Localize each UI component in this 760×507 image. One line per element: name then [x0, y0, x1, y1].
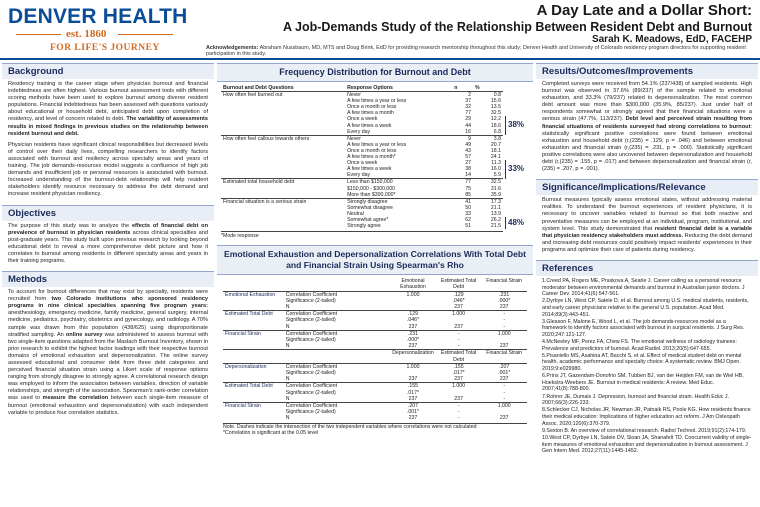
corr-value: -	[503, 311, 506, 318]
freq-response: Once a week	[347, 160, 378, 167]
reference-item: 9.Sexton B. An overview of correlational research. Radiol Technol. 2019;91(2):174-179.	[542, 427, 747, 434]
frequency-table	[221, 85, 503, 229]
corr-note-1: Note. Dashes indicate the intersection of the two independent variables where correlations were not calculated	[223, 423, 477, 430]
freq-n: 57	[465, 154, 472, 161]
freq-response: Every day	[347, 172, 371, 179]
background-body	[2, 79, 214, 201]
freq-bracket-percent: 48%	[505, 217, 524, 229]
corr-value: -	[503, 317, 506, 324]
frequency-row	[221, 129, 503, 136]
background-p1: Residency training is the career stage when physician burnout and financial indebtedness are often highest. Various burnout assessment tools with different scoring methods have been used to explore burnout among diverse resident populations. Financial indebtedness has been assessed with questions variously about educational or household debt, anticipated debt upon completion of residency, and level of concern related to debt.	[8, 81, 208, 123]
corr-mid-header-1: Depersonalization	[392, 350, 434, 357]
freq-n: 16	[465, 128, 472, 135]
corr-stat-label: Significance (2-tailed)	[285, 297, 336, 304]
freq-question	[221, 223, 345, 229]
objectives-text-a: The purpose of this study was to analyze the	[8, 222, 130, 229]
corr-value: .231	[499, 291, 510, 298]
corr-row	[223, 291, 527, 298]
corr-value: .001*	[498, 370, 511, 376]
corr-value: .231	[407, 330, 419, 337]
corr-mid-header-2: Estimated Total Debt	[440, 350, 477, 363]
corr-value: -	[457, 343, 460, 350]
reference-item: 7.Rohrer JE, Dumais J. Depression, burnout and financial strain. Health Educ J. 2007;66(3):226-233.	[542, 393, 729, 407]
frequency-row	[221, 179, 503, 186]
corr-stat-label: Significance (2-tailed)	[285, 409, 336, 416]
freq-n: 77	[452, 179, 473, 186]
freq-percent: 24.1	[490, 154, 501, 161]
corr-row	[223, 383, 527, 390]
references-list	[536, 276, 758, 457]
corr-variable: Emotional Exhaustion	[225, 291, 276, 298]
freq-percent: 32.5	[490, 110, 501, 117]
corr-value: .207	[407, 403, 419, 410]
corr-value: 1.000	[497, 330, 511, 337]
corr-top-header-3: Financial Strain	[486, 278, 523, 285]
freq-percent: 5.9	[493, 172, 501, 179]
methods-text-d: between each single-item measure of burnout (emotional exhaustion and depersonalization) with each independent variable to produce four correlation statistics.	[8, 395, 208, 416]
freq-n: 33	[465, 210, 472, 217]
left-column	[2, 63, 214, 505]
freq-percent: 15.6	[490, 98, 501, 105]
denver-health-logo	[8, 5, 196, 61]
corr-variable	[223, 376, 284, 383]
corr-value: 237	[408, 323, 418, 330]
corr-variable	[223, 415, 284, 421]
corr-value: .017*	[406, 389, 420, 396]
freq-percent: 20.7	[490, 141, 501, 148]
freq-question: How often feel burned out	[223, 92, 283, 99]
corr-value: 237	[499, 343, 509, 350]
center-column	[217, 63, 533, 505]
freq-response: $150,000 - $300,000	[347, 185, 395, 192]
freq-n: 41	[452, 198, 473, 205]
freq-percent: 21.1	[490, 204, 501, 211]
references-heading: References	[536, 260, 758, 276]
freq-response: Somewhat agree*	[347, 216, 389, 223]
reference-item: 5.Pisaniello MS, Asahina AT, Bacchi S, et al. Effect of medical student debt on mental health, academic performance and specialty choice: A systematic review. BMJ Open. 2019;9:e029980.	[542, 352, 742, 373]
corr-value: 237	[454, 303, 463, 310]
reference-item: 8.Schlecker CJ, Nicholas JR, Newman JR, Patnaik RS, Poole KG. How residents finance their medical education: Implications of higher education act reform. J Am Osteopath Assoc. 2020;120(6):370-379.	[542, 407, 751, 427]
objectives-text-bold: effects of financial debt on prevalence of burnout in physician residents	[8, 222, 208, 236]
corr-stat-label: N	[285, 343, 290, 350]
frequency-row	[221, 92, 503, 99]
freq-percent: 18.6	[490, 122, 501, 129]
frequency-row	[221, 198, 503, 205]
corr-value: 237	[499, 415, 509, 422]
corr-value: .046*	[406, 317, 420, 324]
corr-row	[223, 403, 527, 410]
corr-value: .046*	[452, 297, 465, 304]
freq-response: Never	[345, 135, 452, 142]
freq-question	[221, 172, 345, 179]
freq-response: Less than $150,000	[345, 179, 452, 186]
corr-note-2: *Correlation is significant at the 0.05 level	[223, 429, 319, 436]
significance-heading: Significance/Implications/Relevance	[536, 179, 758, 195]
freq-n: 29	[465, 116, 472, 123]
objectives-text-b: across clinical specialties and post-graduate years. This study built upon previous research by looking beyond educational debt to reveal a more comprehensive debt picture and how it correlates to burnout among residents in different specialty areas and years in their training programs.	[8, 229, 208, 264]
freq-response: A few times a month	[347, 110, 394, 117]
freq-header-n: n	[452, 85, 473, 92]
corr-row	[223, 304, 527, 311]
header-divider	[0, 58, 760, 60]
freq-response: More than $300,000*	[347, 191, 396, 198]
corr-variable	[223, 324, 284, 331]
freq-header-response: Response Options	[345, 85, 452, 92]
methods-bold-1: two Colorado institutions who sponsored residency programs in nine clinical specialties spanning five program years:	[8, 296, 208, 310]
logo-rule-right	[118, 34, 173, 35]
logo-tagline: FOR LIFE'S JOURNEY	[50, 43, 160, 53]
freq-n: 49	[465, 141, 472, 148]
corr-row	[223, 324, 527, 331]
freq-percent: 11.3	[491, 160, 501, 167]
background-heading: Background	[2, 63, 214, 79]
corr-top-header-row	[223, 278, 527, 291]
corr-stat-label: N	[285, 395, 290, 402]
methods-bold-2: online survey	[65, 331, 103, 338]
freq-response: A few times a year or less	[347, 141, 407, 148]
corr-row	[223, 330, 527, 337]
corr-stat-label: N	[285, 415, 290, 422]
freq-percent: 21.5	[490, 223, 501, 230]
background-p1-bold: The variability of assessments results in mixed findings in previous studies on the relationship between resident burnout and debt.	[8, 116, 208, 137]
corr-value: -	[457, 330, 460, 337]
freq-percent: 16.0	[490, 166, 501, 173]
corr-row	[223, 363, 527, 370]
freq-n: 50	[465, 204, 472, 211]
freq-n: 62	[465, 216, 472, 223]
results-text-a: Completed surveys were received from 54.1% (237/438) of sampled residents. High burnout was observed in 37.6% (89/237) of the sample related to emotional exhaustion, and 33.3% (79/237) related to depersonalization. The most common debt amount was more than $300,000 (35.9%, 85/237). Just under half of respondents somewhat or strongly agreed that their financial situations were a serious strain (47.7%, 113/237).	[542, 81, 752, 123]
corr-stat-label: Correlation Coefficient	[285, 291, 338, 298]
significance-body	[536, 195, 758, 256]
freq-response: Once a month or less	[347, 147, 397, 154]
corr-stat-label: Significance (2-tailed)	[285, 317, 336, 324]
correlation-table	[223, 278, 527, 421]
methods-body	[2, 287, 214, 419]
corr-variable: Financial Strain	[225, 403, 261, 410]
corr-row	[223, 311, 527, 318]
freq-percent: 13.9	[490, 210, 501, 217]
corr-value: .207	[499, 363, 510, 370]
corr-stat-label: Correlation Coefficient	[285, 311, 338, 318]
title-line-2: A Job-Demands Study of the Relationship Between Resident Debt and Burnout	[282, 20, 752, 34]
freq-percent: 31.6	[490, 185, 501, 192]
freq-response: Neutral	[347, 210, 364, 217]
corr-value: -	[503, 389, 506, 396]
significance-text-a: Burnout measures typically assess emotional states, without addressing material realities. To understand the burnout experiences of resident physicians, it is necessary to uncover variables related to burnout so that both reactive and preventative measures can be employed at an individual, program, institutional, and system level. This study demonstrated that	[542, 197, 752, 232]
freq-n: 43	[465, 147, 472, 154]
corr-stat-label: Correlation Coefficient	[285, 330, 338, 337]
corr-variable	[223, 343, 284, 350]
reference-item: 3.Gleason F, Malone E, Wood L, et al. The job demands-resources model as a framework to identify factors associated with burnout in surgical residents. J Surg Res. 2020;247:121-127.	[542, 318, 745, 338]
corr-stat-label: N	[285, 303, 290, 310]
corr-stat-label: Correlation Coefficient	[285, 383, 338, 390]
corr-variable	[223, 304, 284, 311]
corr-stat-label: N	[285, 376, 290, 383]
frequency-row	[221, 223, 503, 229]
freq-percent: 32.5	[473, 179, 503, 186]
corr-value: -	[457, 409, 460, 416]
results-body	[536, 79, 758, 175]
correlation-table-wrap	[217, 275, 533, 439]
freq-response: A few times a week	[347, 166, 392, 173]
corr-row	[223, 376, 527, 383]
frequency-row	[221, 192, 503, 199]
corr-value: 237	[408, 415, 418, 422]
freq-percent: 12.2	[490, 116, 501, 123]
corr-stat-label: N	[285, 323, 290, 330]
freq-percent: 26.2	[490, 216, 501, 223]
freq-percent: 13.5	[490, 104, 501, 111]
corr-value: -	[503, 383, 506, 390]
reference-item: 6.Prins JT, Gazendam-Donofrio SM, Tubben BJ, van der Heijden FM, van de Wiel HB, Hoekstra-Weebers JE. Burnout in medical residents: A review. Med Educ. 2007;41(8):788-800.	[542, 373, 744, 393]
corr-value: .000*	[498, 297, 511, 304]
background-p2: Physician residents have significant clinical responsibilities but decreased levels of control over their daily lives, compelling researchers to identify factors associated with burnout and resiliency across specialty areas and years of training. The job demands-resources model suggests a confluence of high job demands and insufficient job or personal resources is associated with burnout. Increased understanding of the burnout-debt relationship will help resident stakeholders identify resource necessary to address the debt demand and increase resident physician resiliency.	[8, 141, 208, 198]
corr-stat-label: Significance (2-tailed)	[285, 370, 336, 376]
corr-value: -	[457, 336, 460, 343]
corr-value: .129	[453, 291, 464, 298]
corr-value: .001*	[406, 409, 420, 416]
corr-mid-header-row	[223, 350, 527, 363]
frequency-table-title: Frequency Distribution for Burnout and Debt	[217, 63, 533, 82]
corr-top-header-2: Estimated Total Debt	[440, 278, 477, 291]
freq-response: A few times a month*	[347, 154, 396, 161]
corr-row	[223, 415, 527, 421]
corr-value: .017*	[452, 370, 465, 376]
freq-bracket-percent: 33%	[505, 160, 524, 179]
reference-item: 1.Creed PA, Rogers ME, Praskova A, Searle J. Career calling as a personal resource moderator between environmental demands and burnout in Australian junior doctors. J Career Dev. 2014;41(6):547-561.	[542, 277, 745, 298]
freq-n: 37	[465, 98, 472, 105]
freq-n: 38	[465, 166, 472, 173]
freq-question	[221, 192, 345, 199]
corr-variable: Depersonalization	[225, 363, 267, 370]
corr-value: .129	[407, 311, 419, 318]
reference-item: 4.McNeeley MF, Perez FA, Chew FS. The emotional wellness of radiology trainees: Prevalence and predictors of burnout. Acad Radiol. 2013;20(5):647-655.	[542, 339, 737, 352]
logo-rule-left	[16, 34, 61, 35]
freq-header-question: Burnout and Debt Questions	[221, 85, 345, 92]
freq-response: Somewhat disagree	[347, 204, 393, 211]
freq-n: 2	[468, 92, 472, 99]
corr-value: 237	[499, 376, 509, 383]
acknowledgements	[206, 45, 752, 58]
freq-n: 77	[465, 110, 472, 117]
freq-question	[221, 129, 345, 136]
objectives-heading: Objectives	[2, 205, 214, 221]
corr-mid-header-3: Financial Strain	[486, 350, 523, 357]
freq-question: Estimated total household debt	[221, 179, 345, 186]
freq-n: 85	[465, 191, 472, 198]
freq-percent: 18.1	[490, 147, 501, 154]
reference-item: 10.West CP, Dyrbye LN, Satele DV, Sloan JA, Shanafelt TD. Concurrent validity of single-item measures of emotional exhaustion and depersonalization in burnout assessment. J Gen Intern Med. 2012;27(11):1445-1452.	[542, 434, 752, 455]
freq-header-percent: %	[473, 85, 503, 92]
objectives-body	[2, 221, 214, 268]
corr-value: 1.000	[497, 403, 511, 410]
frequency-row	[221, 135, 503, 142]
freq-n: 14	[465, 172, 472, 179]
corr-value: 237	[408, 395, 418, 402]
corr-value: 237	[454, 323, 463, 330]
freq-n: 44	[465, 122, 472, 129]
corr-value: -	[457, 415, 460, 422]
methods-text-c: was administered to assess burnout with two single-item questions adapted from the Maslach Burnout Inventory, shown in prior research to exhibit the highest factor loadings with their respective burnout domains of emotional exhaustion and depersonalization. The online survey assessed educational and consumer debt from three debt categories and perceived financial situation strain using a Likert scale of response options ranging from strongly disagree to strongly agree. A correlational research design was employed to inform the association between variables, direction of variable relationships, and strength of the association. Spearman's rank-order correlation was used to	[8, 331, 208, 402]
freq-percent: 17.3	[473, 198, 503, 205]
ack-label: Acknowledgements:	[206, 45, 259, 51]
freq-n: 51	[465, 223, 472, 230]
frequency-table-wrap	[217, 82, 533, 241]
methods-text-b: anesthesiology, emergency medicine, family medicine, general surgery, internal medicine, pediatrics, psychiatry, obstetrics and gynecology, and radiology. A 70% sample was drawn from this population (438/625) using disproportionate stratified sampling. An	[8, 310, 208, 338]
freq-percent: 0.8	[493, 92, 501, 99]
corr-value: 237	[408, 343, 418, 350]
corr-variable: Financial Strain	[225, 330, 261, 337]
right-column	[536, 63, 758, 505]
significance-bold: resident financial debt is a variable that physician residency stakeholders must address.	[542, 225, 753, 239]
freq-response: A few times a year or less	[347, 98, 407, 105]
corr-variable	[223, 396, 284, 403]
corr-value: -	[503, 323, 506, 330]
freq-response: A few times a week	[347, 122, 392, 129]
freq-percent: 3.8	[473, 135, 503, 142]
corr-value: 1.000	[452, 311, 466, 318]
corr-row	[223, 343, 527, 350]
freq-percent: 6.8	[493, 128, 501, 135]
freq-n: 32	[465, 104, 472, 111]
freq-question: How often feel callous towards others	[221, 135, 345, 142]
corr-value: 1.000	[452, 383, 466, 390]
corr-value: 237	[499, 303, 509, 310]
freq-n: 75	[465, 185, 472, 192]
corr-value: .155	[407, 383, 419, 390]
ack-text: Abraham Nussbaum, MD, MTS and Doug Brink, EdD for providing research mentorship throughout this study; Denver Health and University of Colorado residency program directors for supporting resident participation in this study.	[206, 45, 746, 58]
methods-text-a: To account for burnout differences that may exist by specialty, residents were recruited from	[8, 289, 208, 303]
correlation-table-title: Emotional Exhaustion and Depersonalization Correlations With Total Debt and Financial Strain Using Spearman's Rho	[217, 245, 533, 275]
logo-wordmark: DENVER HEALTH	[8, 5, 188, 28]
frequency-row	[221, 172, 503, 179]
corr-variable: Estimated Total Debt	[225, 383, 273, 390]
logo-established: est. 1860	[66, 28, 107, 40]
poster-title	[212, 3, 752, 35]
corr-value: .000*	[406, 336, 420, 343]
corr-value: 1.000	[406, 363, 420, 370]
corr-value	[390, 304, 436, 311]
freq-response: Never	[347, 92, 361, 99]
corr-value: 237	[454, 395, 463, 402]
freq-response: Strongly agree	[347, 223, 381, 230]
author-name: Sarah K. Meadows, EdD, FACEHP	[591, 34, 752, 45]
corr-variable: Estimated Total Debt	[225, 311, 273, 318]
results-heading: Results/Outcomes/Improvements	[536, 63, 758, 79]
freq-bracket-percent: 38%	[505, 116, 524, 135]
title-line-1: A Day Late and a Dollar Short:	[536, 2, 752, 19]
freq-response: Every day	[347, 128, 371, 135]
corr-value: 237	[408, 376, 418, 383]
reference-item: 2.Dyrbye LN, West CP, Satele D, et al. Burnout among U.S. medical students, residents, and early career physicians relative to the general U.S. population. Acad Med. 2014;89(3):443-451.	[542, 298, 749, 318]
freq-response: Once a month or less	[347, 104, 397, 111]
corr-notes	[223, 423, 527, 436]
methods-bold-3: measure the correlation	[42, 395, 109, 402]
frequency-header-row	[221, 85, 503, 92]
corr-value: 1.000	[406, 291, 420, 298]
freq-response: Once a week	[347, 116, 378, 123]
freq-response: Strongly disagree	[345, 198, 452, 205]
corr-value: -	[457, 403, 460, 410]
freq-question: Financial situation is a serious strain	[221, 198, 345, 205]
corr-stat-label: Correlation Coefficient	[285, 403, 338, 410]
freq-percent: 35.9	[490, 191, 501, 198]
results-bold-1: Debt level and perceived strain resulting from financial situations of residents surveyed had strong correlations to burnout	[542, 116, 752, 130]
corr-value: .155	[453, 363, 464, 370]
corr-stat-label: Correlation Coefficient	[285, 363, 338, 370]
freq-n: 9	[452, 135, 473, 142]
results-separator: :	[750, 123, 752, 130]
corr-value: 237	[454, 376, 463, 383]
corr-value: -	[503, 395, 506, 402]
results-text-b: statistically significant positive correlations were found between emotional exhaustion and household debt (r,(235) = .129, p = .046) and between emotional exhaustion and financial strain (r,(235) = .231, p = .000). Statistically significant positive correlations were also uncovered between depersonalization and household debt (r,(235) = .155, p = .017) and between depersonalization and financial strain (r,(235) = .207, p = .001).	[542, 130, 752, 173]
corr-top-header-1: Emotional Exhaustion	[400, 278, 426, 291]
corr-row	[223, 396, 527, 403]
freq-footnote: *Mode response	[221, 231, 503, 239]
corr-stat-label: Significance (2-tailed)	[285, 389, 336, 396]
methods-heading: Methods	[2, 271, 214, 287]
corr-stat-label: Significance (2-tailed)	[285, 336, 336, 343]
freq-n: 27	[465, 160, 472, 167]
significance-text-b: Reducing the debt demand and increasing debt resources could positively impact residents' experiences in their programs and optimize their care of patients during residency.	[542, 232, 752, 253]
